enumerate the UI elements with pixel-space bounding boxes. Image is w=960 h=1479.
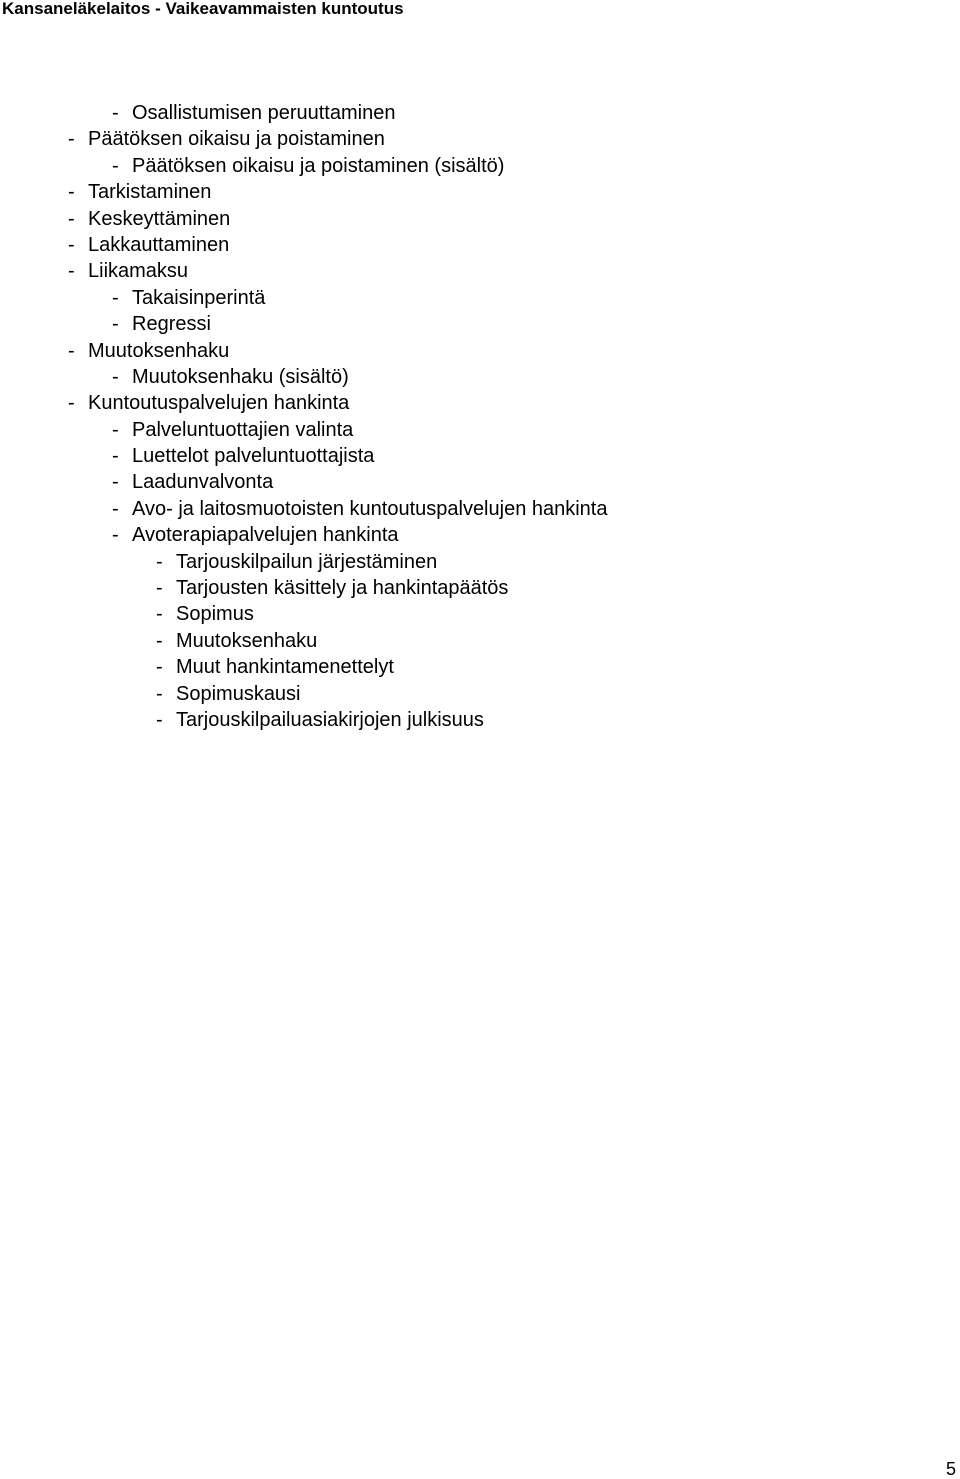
toc-item xyxy=(156,549,608,575)
toc-item xyxy=(112,469,608,495)
bullet-dash: - xyxy=(156,629,163,652)
bullet-dash: - xyxy=(112,365,119,388)
toc-item-text: Palveluntuottajien valinta xyxy=(132,418,354,441)
toc-item-text: Avo- ja laitosmuotoisten kuntoutuspalvelujen hankinta xyxy=(132,497,608,520)
bullet-dash: - xyxy=(112,102,119,124)
toc-item xyxy=(68,179,608,205)
page-number: 5 xyxy=(945,1459,956,1479)
toc-item-text: Muutoksenhaku xyxy=(88,339,230,362)
toc-item-text: Tarjouskilpailun järjestäminen xyxy=(176,550,438,573)
toc-item xyxy=(68,390,608,416)
toc-item-text: Avoterapiapalvelujen hankinta xyxy=(132,524,399,547)
toc-item-text: Luettelot palveluntuottajista xyxy=(132,445,375,468)
table-of-contents-list xyxy=(0,100,608,733)
toc-item xyxy=(156,601,608,627)
toc-item xyxy=(156,575,608,601)
toc-item xyxy=(68,338,608,364)
toc-item-text: Sopimus xyxy=(176,603,254,626)
toc-item xyxy=(112,522,608,548)
bullet-dash: - xyxy=(156,708,163,731)
bullet-dash: - xyxy=(156,682,163,705)
toc-item-text: Osallistumisen peruuttaminen xyxy=(132,102,396,124)
bullet-dash: - xyxy=(68,128,75,151)
toc-item xyxy=(112,100,608,126)
bullet-dash: - xyxy=(112,445,119,468)
toc-item xyxy=(112,364,608,390)
bullet-dash: - xyxy=(68,392,75,415)
toc-item xyxy=(112,496,608,522)
bullet-dash: - xyxy=(156,656,163,679)
bullet-dash: - xyxy=(112,418,119,441)
toc-item-text: Tarjousten käsittely ja hankintapäätös xyxy=(176,577,509,600)
toc-item xyxy=(68,206,608,232)
bullet-dash: - xyxy=(112,497,119,520)
toc-item-text: Tarjouskilpailuasiakirjojen julkisuus xyxy=(176,708,484,731)
toc-item-text: Muutoksenhaku (sisältö) xyxy=(132,365,349,388)
toc-item-text: Liikamaksu xyxy=(88,260,189,283)
bullet-dash: - xyxy=(68,181,75,204)
toc-item-text: Keskeyttäminen xyxy=(88,207,231,230)
toc-item-text: Lakkauttaminen xyxy=(88,233,230,256)
bullet-dash: - xyxy=(156,577,163,600)
bullet-dash: - xyxy=(68,339,75,362)
bullet-dash: - xyxy=(112,524,119,547)
toc-item xyxy=(112,311,608,337)
toc-item-text: Päätöksen oikaisu ja poistaminen (sisältö) xyxy=(132,154,505,177)
bullet-dash: - xyxy=(112,286,119,309)
toc-item xyxy=(112,285,608,311)
toc-item-text: Muutoksenhaku xyxy=(176,629,318,652)
toc-item xyxy=(156,654,608,680)
toc-item xyxy=(112,153,608,179)
toc-item-text: Tarkistaminen xyxy=(88,181,212,204)
toc-item-text: Regressi xyxy=(132,313,211,336)
toc-item-text: Sopimuskausi xyxy=(176,682,301,705)
toc-item-text: Muut hankintamenettelyt xyxy=(176,656,394,679)
toc-item-text: Takaisinperintä xyxy=(132,286,266,309)
toc-item xyxy=(112,417,608,443)
toc-item-text: Laadunvalvonta xyxy=(132,471,274,494)
toc-item-text: Päätöksen oikaisu ja poistaminen xyxy=(88,128,385,151)
bullet-dash: - xyxy=(112,313,119,336)
bullet-dash: - xyxy=(112,471,119,494)
toc-item xyxy=(68,126,608,152)
page-header-title: Kansaneläkelaitos - Vaikeavammaisten kuntoutus xyxy=(2,0,404,18)
bullet-dash: - xyxy=(68,260,75,283)
bullet-dash: - xyxy=(68,207,75,230)
toc-item xyxy=(112,443,608,469)
toc-item xyxy=(156,681,608,707)
toc-item xyxy=(68,258,608,284)
toc-item-text: Kuntoutuspalvelujen hankinta xyxy=(88,392,350,415)
toc-item xyxy=(156,707,608,733)
bullet-dash: - xyxy=(112,154,119,177)
bullet-dash: - xyxy=(156,550,163,573)
bullet-dash: - xyxy=(156,603,163,626)
toc-item xyxy=(68,232,608,258)
toc-item xyxy=(156,628,608,654)
bullet-dash: - xyxy=(68,233,75,256)
